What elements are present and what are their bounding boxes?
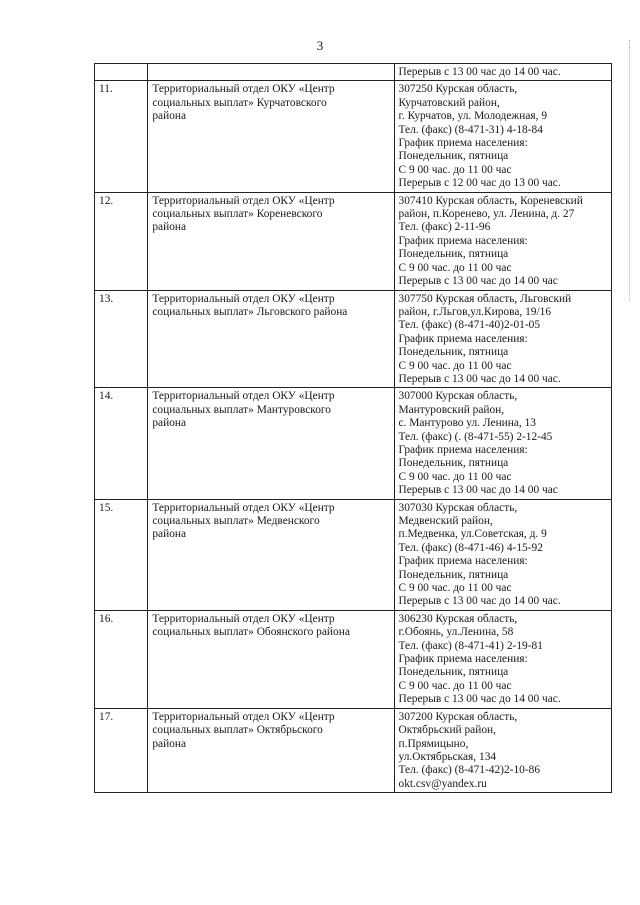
address-line: п.Медвенка, ул.Советская, д. 9 xyxy=(398,528,547,541)
address-line: Перерыв с 13 00 час до 14 00 час. xyxy=(398,595,561,608)
office-name-line: Территориальный отдел ОКУ «Центр xyxy=(152,390,335,403)
office-name-line: социальных выплат» Льговского района xyxy=(152,305,348,318)
address-line: 307750 Курская область, Льговский xyxy=(398,292,572,305)
address-cell xyxy=(394,388,612,499)
office-name-cell xyxy=(148,708,394,792)
address-cell xyxy=(394,708,612,792)
address-cell xyxy=(394,290,612,388)
address-line: Тел. (факс) (8-471-46) 4-15-92 xyxy=(398,541,543,554)
address-line: Тел. (факс) (8-471-40)2-01-05 xyxy=(398,319,541,332)
office-name-cell xyxy=(148,610,394,708)
continuation-row xyxy=(95,64,612,81)
office-name-line: социальных выплат» Медвенского xyxy=(152,515,320,527)
address-line: Медвенский район, xyxy=(398,515,493,527)
address-line: Понедельник, пятница xyxy=(398,346,509,359)
address-line: Понедельник, пятница xyxy=(398,666,509,679)
table-row xyxy=(95,388,612,499)
office-name-line: Территориальный отдел ОКУ «Центр xyxy=(152,710,335,723)
address-line: Понедельник, пятница xyxy=(398,457,509,470)
address-cell xyxy=(394,610,612,708)
office-name-line: района xyxy=(152,417,187,430)
address-line: Понедельник, пятница xyxy=(398,248,509,261)
office-name-cell xyxy=(148,81,394,192)
address-line: С 9 00 час. до 11 00 час xyxy=(398,582,512,595)
table-row xyxy=(95,290,612,388)
office-name-line: социальных выплат» Октябрьского xyxy=(152,724,323,737)
office-name-line: социальных выплат» Курчатовского xyxy=(152,96,327,109)
address-line: п.Прямицыно, xyxy=(398,737,469,750)
row-number: 11. xyxy=(95,81,148,192)
row-number: 15. xyxy=(95,499,148,610)
address-line: С 9 00 час. до 11 00 час xyxy=(398,261,512,274)
row-number: 17. xyxy=(95,708,148,792)
address-line: 307410 Курская область, Кореневский xyxy=(398,194,583,207)
address-line: okt.csv@yandex.ru xyxy=(398,777,487,790)
office-name-cell xyxy=(148,499,394,610)
address-line: Перерыв с 12 00 час до 13 00 час. xyxy=(398,177,561,190)
address-line: район, п.Коренево, ул. Ленина, д. 27 xyxy=(398,208,575,221)
office-name-cell xyxy=(148,388,394,499)
address-line: Понедельник, пятница xyxy=(398,150,509,163)
address-line: График приема населения: xyxy=(398,443,528,456)
office-name-line: района xyxy=(152,528,187,541)
address-line: Тел. (факс) (8-471-31) 4-18-84 xyxy=(398,123,543,136)
office-name-line: социальных выплат» Обоянского района xyxy=(152,626,350,639)
offices-table xyxy=(94,63,612,793)
office-name-line: Территориальный отдел ОКУ «Центр xyxy=(152,194,335,207)
address-line: 307030 Курская область, xyxy=(398,501,518,514)
address-line: район, г.Льгов,ул.Кирова, 19/16 xyxy=(398,305,552,318)
address-line: С 9 00 час. до 11 00 час xyxy=(398,359,512,372)
row-number: 12. xyxy=(95,192,148,290)
table-row xyxy=(95,708,612,792)
address-line: График приема населения: xyxy=(398,555,528,568)
address-line: 307000 Курская область, xyxy=(398,390,518,403)
continuation-address-cell xyxy=(394,64,612,81)
table-row xyxy=(95,81,612,192)
address-line: Перерыв с 13 00 час до 14 00 час xyxy=(398,275,558,288)
row-number: 14. xyxy=(95,388,148,499)
address-line: Тел. (факс) (. (8-471-55) 2-12-45 xyxy=(398,430,553,443)
table-row xyxy=(95,610,612,708)
address-line: Перерыв с 13 00 час до 14 00 час. xyxy=(398,693,561,706)
office-name-line: Территориальный отдел ОКУ «Центр xyxy=(152,292,335,305)
address-line: Октябрьский район, xyxy=(398,724,496,737)
office-name-line: социальных выплат» Мантуровского xyxy=(152,403,331,416)
address-line: г. Курчатов, ул. Молодежная, 9 xyxy=(398,110,548,123)
address-line: Перерыв с 13 00 час до 14 00 час xyxy=(398,484,558,497)
address-line: 306230 Курская область, xyxy=(398,612,518,625)
address-line: Тел. (факс) (8-471-41) 2-19-81 xyxy=(398,639,543,652)
row-number: 16. xyxy=(95,610,148,708)
address-line: ул.Октябрьская, 134 xyxy=(398,750,497,763)
office-name-line: района xyxy=(152,737,187,750)
address-line: г.Обоянь, ул.Ленина, 58 xyxy=(398,626,514,639)
address-line: Перерыв с 13 00 час до 14 00 час. xyxy=(398,372,561,385)
offices-table-body xyxy=(95,64,612,793)
office-name-cell xyxy=(148,192,394,290)
address-line: 307250 Курская область, xyxy=(398,83,518,96)
table-row xyxy=(95,192,612,290)
table-row xyxy=(95,499,612,610)
row-number: 13. xyxy=(95,290,148,388)
continuation-name-cell xyxy=(148,64,394,81)
address-cell xyxy=(394,81,612,192)
address-line: 307200 Курская область, xyxy=(398,710,518,723)
address-line: Перерыв с 13 00 час до 14 00 час. xyxy=(398,66,561,78)
page-number: 3 xyxy=(316,38,324,53)
office-name-line: социальных выплат» Кореневского xyxy=(152,208,323,221)
address-line: Тел. (факс) (8-471-42)2-10-86 xyxy=(398,764,541,777)
scan-edge-marks xyxy=(627,40,630,300)
office-name-cell xyxy=(148,290,394,388)
continuation-num-cell xyxy=(95,64,148,81)
address-line: Мантуровский район, xyxy=(398,403,505,416)
address-line: Тел. (факс) 2-11-96 xyxy=(398,221,491,234)
address-line: Понедельник, пятница xyxy=(398,568,509,581)
office-name-line: Территориальный отдел ОКУ «Центр xyxy=(152,501,335,514)
office-name-line: Территориальный отдел ОКУ «Центр xyxy=(152,612,335,625)
address-line: С 9 00 час. до 11 00 час xyxy=(398,163,512,176)
address-line: С 9 00 час. до 11 00 час xyxy=(398,679,512,692)
address-line: Курчатовский район, xyxy=(398,96,500,109)
address-line: С 9 00 час. до 11 00 час xyxy=(398,470,512,483)
office-name-line: Территориальный отдел ОКУ «Центр xyxy=(152,83,335,96)
address-cell xyxy=(394,192,612,290)
address-line: с. Мантурово ул. Ленина, 13 xyxy=(398,417,536,430)
office-name-line: района xyxy=(152,221,187,234)
address-line: График приема населения: xyxy=(398,137,528,150)
address-line: График приема населения: xyxy=(398,332,528,345)
address-cell xyxy=(394,499,612,610)
address-line: График приема населения: xyxy=(398,234,528,247)
address-line: График приема населения: xyxy=(398,653,528,666)
office-name-line: района xyxy=(152,110,187,123)
